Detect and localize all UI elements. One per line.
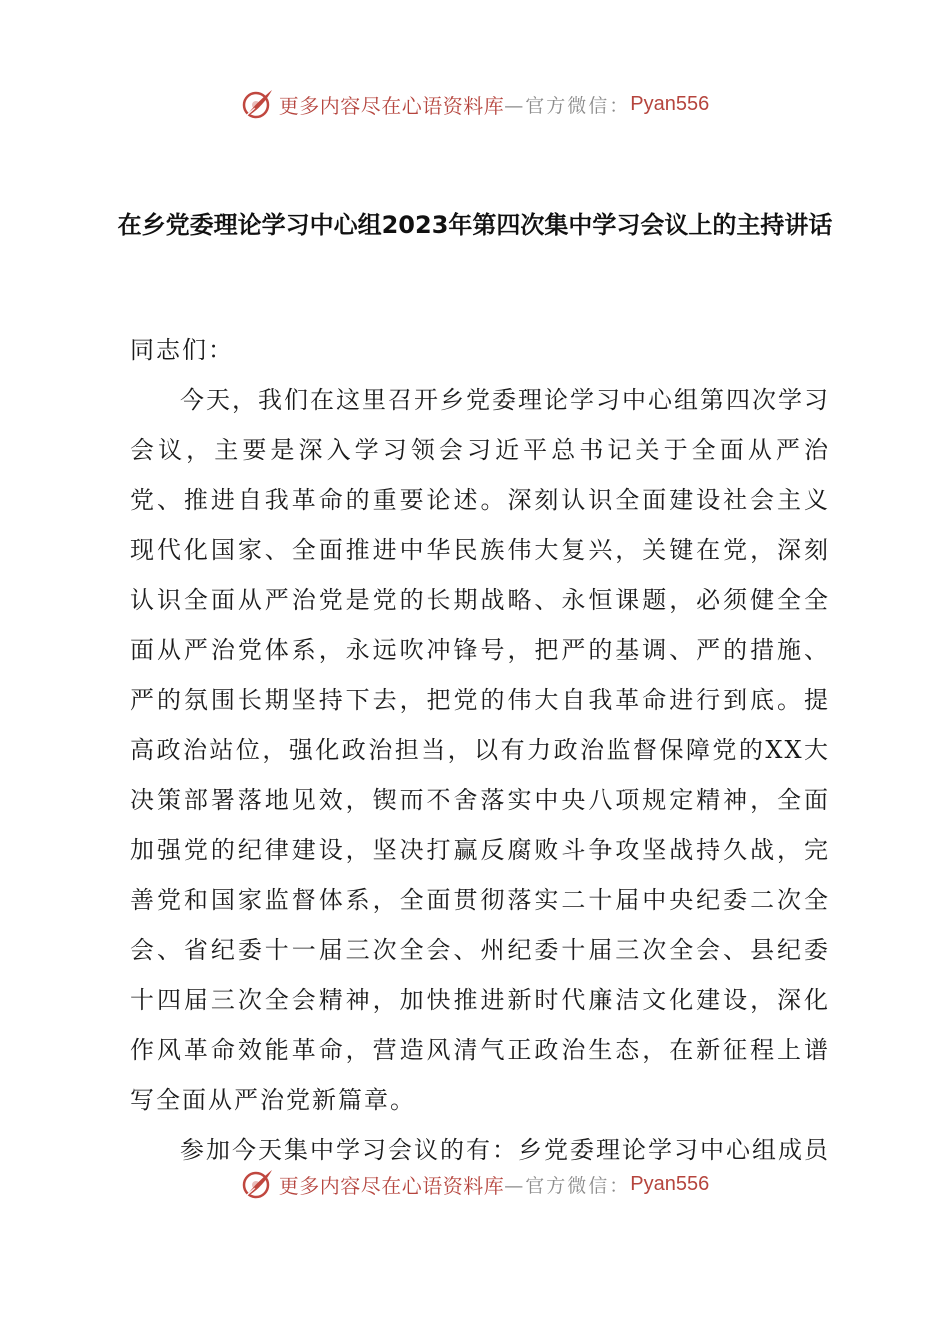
document-body (130, 325, 830, 1175)
watermark-main-text: 更多内容尽在心语资料库 (278, 93, 505, 118)
watermark-wechat-id: Pyan556 (630, 92, 710, 115)
paragraph-2: 参加今天集中学习会议的有：乡党委理论学习中心组成员 (180, 1136, 830, 1164)
quill-pen-logo-icon (241, 87, 275, 121)
document-title: 在乡党委理论学习中心组2023年第四次集中学习会议上的主持讲话 (117, 211, 833, 239)
watermark-separator-text: —官方微信： (504, 94, 631, 117)
watermark-separator-text: —官方微信： (504, 1174, 631, 1197)
watermark-main-text: 更多内容尽在心语资料库 (278, 1173, 505, 1198)
paragraph-1: 今天，我们在这里召开乡党委理论学习中心组第四次学习会议，主要是深入学习领会习近平总书记关于全面从严治党、推进自我革命的重要论述。深刻认识全面建设社会主义现代化国家、全面推进中华民族伟大复兴，关键在党，深刻认识全面从严治党是党的长期战略、永恒课题，必须健全全面从严治党体系，永远吹冲锋号，把严的基调、严的措施、严的氛围长期坚持下去，把党的伟大自我革命进行到底。提高政治站位，强化政治担当，以有力政治监督保障党的XX大决策部署落地见效，锲而不舍落实中央八项规定精神，全面加强党的纪律建设，坚决打赢反腐败斗争攻坚战持久战，完善党和国家监督体系，全面贯彻落实二十届中央纪委二次全会、省纪委十一届三次全会、州纪委十届三次全会、县纪委十四届三次全会精神，加快推进新时代廉洁文化建设，深化作风革命效能革命，营造风清气正政治生态，在新征程上谱写全面从严治党新篇章。 (130, 386, 830, 1114)
quill-pen-logo-icon (241, 1167, 275, 1201)
watermark-banner-bottom (0, 1164, 950, 1204)
salutation: 同志们： (130, 336, 234, 364)
watermark-banner-top (0, 84, 950, 124)
watermark-wechat-id: Pyan556 (630, 1172, 710, 1195)
